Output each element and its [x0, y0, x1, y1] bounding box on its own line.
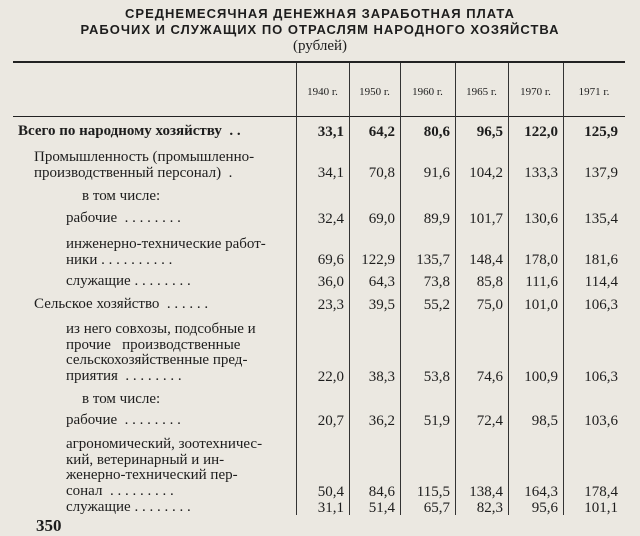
- row-label: женерно-технический пер-: [66, 467, 238, 483]
- table-cell: 64,2: [368, 124, 395, 140]
- table-cell: 164,3: [524, 484, 558, 500]
- row-label: сельскохозяйственные пред-: [66, 352, 248, 368]
- table-cell: 178,0: [524, 252, 558, 268]
- row-label: рабочие . . . . . . . .: [66, 412, 181, 428]
- row-label: Всего по народному хозяйству . .: [18, 123, 241, 139]
- table-cell: 137,9: [584, 165, 618, 181]
- table-cell: 73,8: [423, 274, 450, 290]
- column-rule: [455, 63, 456, 515]
- table-cell: 103,6: [584, 413, 618, 429]
- year-header: 1940 г.: [307, 86, 338, 98]
- table-cell: 75,0: [476, 297, 503, 313]
- table-cell: 69,0: [368, 211, 395, 227]
- year-header: 1950 г.: [359, 86, 390, 98]
- table-cell: 84,6: [368, 484, 395, 500]
- table-cell: 91,6: [423, 165, 450, 181]
- table-cell: 50,4: [317, 484, 344, 500]
- table-cell: 39,5: [368, 297, 395, 313]
- table-cell: 106,3: [584, 369, 618, 385]
- column-rule: [296, 63, 297, 515]
- table-cell: 82,3: [476, 500, 503, 516]
- row-label: служащие . . . . . . . .: [66, 499, 191, 515]
- header-rule: [13, 116, 625, 117]
- table-cell: 32,4: [317, 211, 344, 227]
- row-label: производственный персонал) .: [34, 164, 233, 181]
- table-cell: 64,3: [368, 274, 395, 290]
- table-cell: 130,6: [524, 211, 558, 227]
- table-cell: 36,0: [317, 274, 344, 290]
- top-rule: [13, 61, 625, 63]
- table-cell: 51,9: [423, 413, 450, 429]
- table-cell: 101,7: [469, 211, 503, 227]
- row-label: сонал . . . . . . . . .: [66, 482, 174, 499]
- table-cell: 65,7: [423, 500, 450, 516]
- column-rule: [400, 63, 401, 515]
- row-label: ники . . . . . . . . . .: [66, 251, 173, 268]
- year-header: 1960 г.: [412, 86, 443, 98]
- row-label: рабочие . . . . . . . .: [66, 210, 181, 226]
- row-label: в том числе:: [82, 188, 161, 204]
- table-cell: 114,4: [584, 274, 618, 290]
- table-cell: 53,8: [423, 369, 450, 385]
- table-title-line-1: СРЕДНЕМЕСЯЧНАЯ ДЕНЕЖНАЯ ЗАРАБОТНАЯ ПЛАТА: [125, 6, 515, 21]
- table-cell: 22,0: [317, 369, 344, 385]
- table-cell: 70,8: [368, 165, 395, 181]
- table-cell: 138,4: [469, 484, 503, 500]
- table-cell: 23,3: [317, 297, 344, 313]
- table-cell: 96,5: [476, 124, 503, 140]
- page-number: 350: [36, 516, 62, 535]
- table-cell: 100,9: [524, 369, 558, 385]
- table-cell: 69,6: [317, 252, 344, 268]
- year-header: 1965 г.: [466, 86, 497, 98]
- table-cell: 74,6: [476, 369, 503, 385]
- table-cell: 80,6: [423, 124, 450, 140]
- table-cell: 181,6: [584, 252, 618, 268]
- table-cell: 122,9: [361, 252, 395, 268]
- column-rule: [563, 63, 564, 515]
- table-cell: 135,4: [584, 211, 618, 227]
- row-label: прочие производственные: [66, 336, 241, 353]
- table-cell: 122,0: [524, 124, 558, 140]
- table-cell: 33,1: [317, 124, 344, 140]
- table-cell: 51,4: [368, 500, 395, 516]
- table-cell: 55,2: [423, 297, 450, 313]
- year-header: 1971 г.: [578, 86, 610, 98]
- year-header: 1970 г.: [520, 86, 551, 98]
- table-cell: 115,5: [416, 484, 450, 500]
- table-cell: 135,7: [416, 252, 450, 268]
- table-cell: 85,8: [476, 274, 503, 290]
- table-cell: 36,2: [368, 413, 395, 429]
- table-cell: 133,3: [524, 165, 558, 181]
- table-cell: 148,4: [469, 252, 503, 268]
- row-label: приятия . . . . . . . .: [66, 367, 182, 384]
- row-label: Сельское хозяйство . . . . . .: [34, 296, 209, 312]
- table-cell: 72,4: [476, 413, 503, 429]
- unit-label: (рублей): [292, 38, 348, 54]
- table-cell: 20,7: [317, 413, 344, 429]
- table-cell: 38,3: [368, 369, 395, 385]
- table-cell: 125,9: [584, 124, 618, 140]
- table-cell: 95,6: [531, 500, 558, 516]
- table-title-line-2: РАБОЧИХ И СЛУЖАЩИХ ПО ОТРАСЛЯМ НАРОДНОГО ХОЗЯЙСТВА: [80, 22, 560, 37]
- row-label: кий, ветеринарный и ин-: [66, 451, 225, 468]
- table-cell: 111,6: [525, 274, 558, 290]
- row-label: в том числе:: [82, 391, 161, 407]
- row-label: из него совхозы, подсобные и: [66, 321, 256, 337]
- table-cell: 34,1: [317, 165, 344, 181]
- table-cell: 31,1: [317, 500, 344, 516]
- table-cell: 104,2: [469, 165, 503, 181]
- row-label: инженерно-технические работ-: [66, 236, 266, 252]
- column-rule: [349, 63, 350, 515]
- table-cell: 89,9: [423, 211, 450, 227]
- table-cell: 101,1: [584, 500, 618, 516]
- table-cell: 101,0: [524, 297, 558, 313]
- table-cell: 106,3: [584, 297, 618, 313]
- row-label: Промышленность (промышленно-: [34, 149, 255, 165]
- table-cell: 178,4: [584, 484, 618, 500]
- row-label: агрономический, зоотехничес-: [66, 436, 263, 452]
- table-cell: 98,5: [531, 413, 558, 429]
- column-rule: [508, 63, 509, 515]
- row-label: служащие . . . . . . . .: [66, 273, 191, 289]
